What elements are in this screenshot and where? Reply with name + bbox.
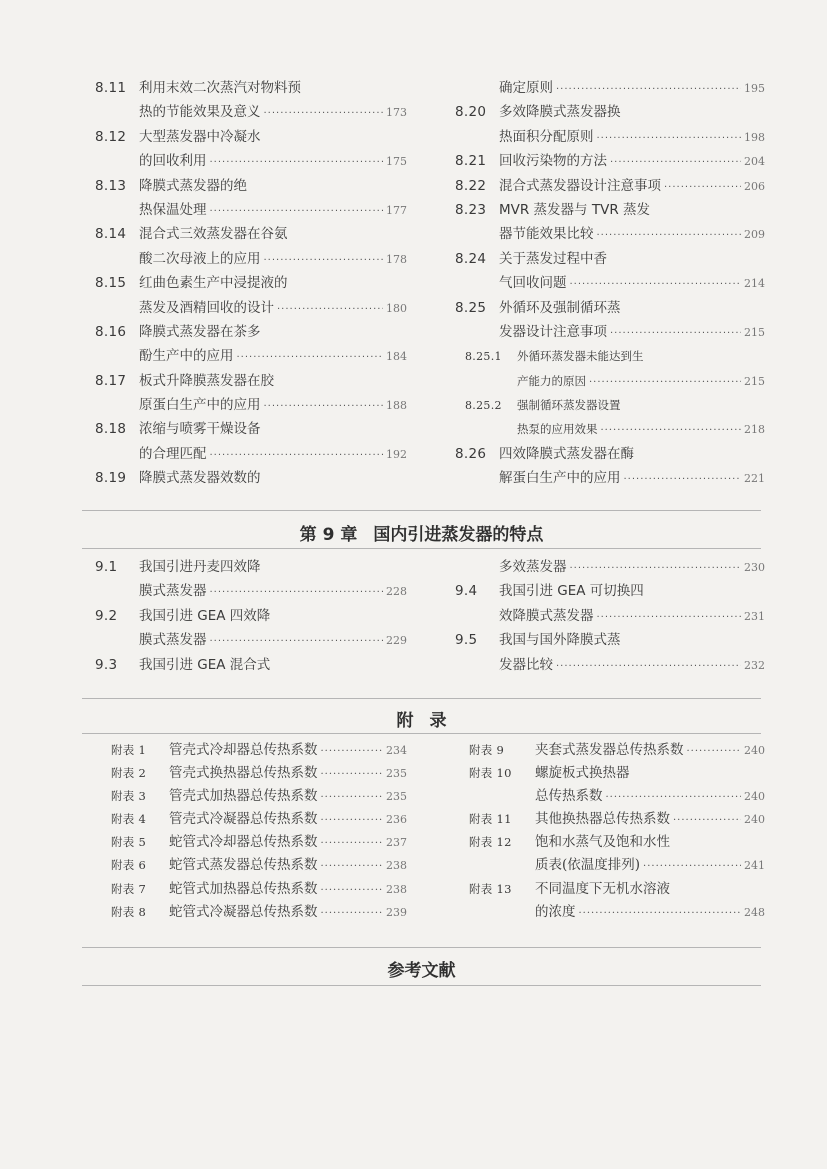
chapter-9-right-column bbox=[455, 555, 765, 677]
toc-entry-title: 产能力的原因 bbox=[517, 373, 586, 388]
toc-entry-line bbox=[455, 555, 765, 579]
toc-entry-page: 218 bbox=[744, 423, 765, 437]
toc-entry-title: 的合理匹配 bbox=[139, 445, 207, 462]
toc-entry-line bbox=[95, 198, 407, 222]
toc-entry[interactable] bbox=[455, 296, 765, 345]
toc-entry-number: 9.1 bbox=[95, 559, 118, 575]
toc-entry-number: 8.25.1 bbox=[465, 350, 502, 364]
toc-entry-title: 螺旋板式换热器 bbox=[535, 765, 630, 782]
toc-entry-line bbox=[469, 761, 765, 784]
toc-entry-number: 8.23 bbox=[455, 201, 487, 218]
toc-entry-title: 我国引进丹麦四效降 bbox=[139, 559, 261, 575]
toc-entry-page: 235 bbox=[386, 767, 407, 781]
toc-entry-line bbox=[455, 125, 765, 149]
dot-leader bbox=[589, 371, 741, 395]
dot-leader bbox=[321, 740, 384, 764]
toc-entry-page: 235 bbox=[386, 790, 407, 804]
dot-leader bbox=[570, 557, 742, 581]
dot-leader bbox=[321, 809, 384, 833]
toc-entry-line bbox=[95, 296, 407, 320]
toc-entry-line bbox=[455, 579, 765, 603]
toc-entry-line bbox=[455, 466, 765, 490]
toc-entry-page: 234 bbox=[386, 744, 407, 757]
toc-entry-line bbox=[455, 198, 765, 222]
toc-entry-title: 浓缩与喷雾干燥设备 bbox=[139, 421, 261, 438]
dot-leader bbox=[597, 606, 742, 630]
toc-entry-number: 9.2 bbox=[95, 607, 118, 624]
toc-entry-page: 209 bbox=[744, 228, 765, 242]
dot-leader bbox=[687, 740, 742, 764]
toc-entry-number: 附表 10 bbox=[469, 766, 512, 781]
toc-entry-line bbox=[95, 222, 407, 246]
toc-entry-page: 188 bbox=[386, 399, 407, 413]
toc-entry-page: 221 bbox=[744, 472, 765, 486]
toc-entry-number: 附表 5 bbox=[111, 835, 147, 850]
toc-entry-line bbox=[111, 807, 407, 830]
toc-entry-title: 热面积分配原则 bbox=[499, 128, 594, 145]
toc-entry[interactable] bbox=[95, 320, 407, 369]
toc-entry-number: 8.22 bbox=[455, 177, 487, 194]
chapter-9-heading[interactable] bbox=[82, 520, 761, 545]
dot-leader bbox=[597, 127, 742, 151]
section-divider bbox=[82, 947, 761, 948]
toc-entry-page: 192 bbox=[386, 447, 407, 461]
toc-entry-title: 降膜式蒸发器的绝 bbox=[139, 177, 247, 194]
toc-entry-title: 混合式蒸发器设计注意事项 bbox=[499, 177, 661, 194]
toc-entry-number: 8.21 bbox=[455, 153, 487, 170]
toc-entry-number: 8.26 bbox=[455, 445, 487, 462]
toc-entry-number: 附表 6 bbox=[111, 858, 147, 873]
toc-entry[interactable] bbox=[95, 555, 407, 604]
toc-entry-title: 我国引进 GEA 混合式 bbox=[139, 656, 271, 673]
toc-entry[interactable] bbox=[111, 877, 407, 900]
toc-entry-page: 206 bbox=[744, 179, 765, 193]
dot-leader bbox=[673, 809, 741, 833]
toc-entry[interactable] bbox=[455, 442, 765, 491]
toc-entry-page: 232 bbox=[744, 658, 765, 672]
toc-entry-page: 231 bbox=[744, 609, 765, 623]
dot-leader bbox=[556, 78, 741, 102]
toc-entry-title: 降膜式蒸发器效数的 bbox=[139, 470, 261, 487]
toc-entry-page: 230 bbox=[744, 561, 765, 574]
toc-entry-number: 9.3 bbox=[95, 656, 118, 673]
appendix-title-char-2: 录 bbox=[429, 711, 447, 731]
chapter-9-title: 国内引进蒸发器的特点 bbox=[373, 525, 544, 545]
toc-entry[interactable] bbox=[95, 653, 407, 677]
toc-entry-line bbox=[95, 579, 407, 603]
toc-entry-page: 236 bbox=[386, 813, 407, 827]
appendix-right-column bbox=[469, 738, 765, 923]
references-heading[interactable] bbox=[82, 956, 761, 981]
toc-entry-title: 酚生产中的应用 bbox=[139, 348, 234, 365]
toc-entry-line bbox=[469, 784, 765, 807]
toc-entry-line bbox=[95, 125, 407, 149]
chapter-9-label: 第 9 章 bbox=[299, 525, 358, 545]
section-divider bbox=[82, 985, 761, 986]
toc-entry-number: 9.4 bbox=[455, 583, 478, 600]
toc-entry-line bbox=[95, 174, 407, 198]
toc-entry-line bbox=[469, 830, 765, 853]
toc-entry-line bbox=[455, 320, 765, 344]
toc-entry-page: 215 bbox=[744, 325, 765, 339]
toc-entry-title: 解蛋白生产中的应用 bbox=[499, 470, 621, 487]
toc-entry[interactable] bbox=[111, 784, 407, 807]
dot-leader bbox=[321, 879, 384, 903]
toc-entry-number: 附表 2 bbox=[111, 766, 147, 781]
toc-entry[interactable] bbox=[469, 877, 765, 923]
toc-entry-line bbox=[455, 369, 765, 393]
toc-entry-page: 240 bbox=[744, 790, 765, 804]
toc-entry-title: 板式升降膜蒸发器在胶 bbox=[139, 372, 274, 389]
dot-leader bbox=[264, 249, 384, 273]
toc-entry-number: 附表 3 bbox=[111, 789, 147, 804]
appendix-title-char-1: 附 bbox=[396, 711, 414, 731]
toc-entry-line bbox=[455, 628, 765, 652]
toc-entry-line bbox=[455, 149, 765, 173]
toc-entry-line bbox=[469, 853, 765, 876]
dot-leader bbox=[664, 176, 741, 200]
toc-entry-title: 膜式蒸发器 bbox=[139, 632, 207, 649]
toc-entry-page: 173 bbox=[386, 106, 407, 120]
toc-entry-page: 228 bbox=[386, 585, 407, 599]
toc-entry-title: 降膜式蒸发器在茶多 bbox=[139, 323, 261, 340]
toc-entry-title: 原蛋白生产中的应用 bbox=[139, 397, 261, 414]
toc-entry-title: 管壳式换热器总传热系数 bbox=[169, 765, 318, 782]
toc-entry[interactable] bbox=[111, 738, 407, 761]
toc-entry-line bbox=[95, 604, 407, 628]
toc-entry-line bbox=[111, 830, 407, 853]
toc-entry-line bbox=[455, 247, 765, 271]
toc-entry-title: 蛇管式冷凝器总传热系数 bbox=[169, 903, 318, 920]
toc-entry-page: 214 bbox=[744, 277, 765, 291]
toc-entry-line bbox=[95, 369, 407, 393]
toc-entry[interactable] bbox=[95, 417, 407, 466]
toc-entry-page: 240 bbox=[744, 744, 765, 757]
toc-entry-title: 夹套式蒸发器总传热系数 bbox=[535, 742, 684, 758]
toc-entry-number: 附表 4 bbox=[111, 812, 147, 827]
toc-entry-line bbox=[95, 271, 407, 295]
toc-entry-line bbox=[95, 442, 407, 466]
toc-entry[interactable] bbox=[455, 555, 765, 579]
toc-entry-number: 附表 9 bbox=[469, 743, 505, 757]
toc-entry[interactable] bbox=[455, 149, 765, 173]
toc-entry-line bbox=[455, 76, 765, 100]
toc-entry[interactable] bbox=[95, 76, 407, 125]
toc-entry[interactable] bbox=[111, 900, 407, 923]
appendix-heading[interactable] bbox=[82, 706, 761, 731]
toc-entry-line bbox=[95, 76, 407, 100]
toc-entry-line bbox=[469, 738, 765, 761]
toc-entry-page: 215 bbox=[744, 374, 765, 388]
toc-entry-line bbox=[469, 877, 765, 900]
dot-leader bbox=[264, 395, 384, 419]
toc-entry-number: 8.16 bbox=[95, 323, 127, 340]
toc-entry[interactable] bbox=[95, 271, 407, 320]
toc-entry-line bbox=[95, 555, 407, 579]
dot-leader bbox=[321, 902, 384, 926]
toc-entry[interactable] bbox=[455, 579, 765, 628]
toc-entry-number: 8.18 bbox=[95, 421, 127, 438]
references-title: 参考文献 bbox=[387, 961, 456, 981]
toc-entry[interactable] bbox=[469, 738, 765, 761]
dot-leader bbox=[624, 468, 742, 492]
section-divider bbox=[82, 698, 761, 699]
toc-entry-page: 204 bbox=[744, 155, 765, 169]
toc-entry-title: 回收污染物的方法 bbox=[499, 153, 607, 170]
toc-entry-page: 239 bbox=[386, 905, 407, 919]
dot-leader bbox=[321, 855, 384, 879]
toc-entry-line bbox=[455, 604, 765, 628]
toc-entry-line bbox=[111, 877, 407, 900]
toc-entry-number: 附表 1 bbox=[111, 743, 147, 757]
dot-leader bbox=[321, 832, 384, 856]
toc-entry-title: 饱和水蒸气及饱和水性 bbox=[535, 834, 670, 851]
toc-entry-page: 195 bbox=[744, 82, 765, 95]
toc-entry-number: 附表 11 bbox=[469, 812, 512, 827]
toc-entry-line bbox=[95, 149, 407, 173]
dot-leader bbox=[321, 763, 384, 787]
dot-leader bbox=[210, 200, 384, 224]
toc-entry-title: 强制循环蒸发器设置 bbox=[517, 398, 621, 413]
toc-entry-title: MVR 蒸发器与 TVR 蒸发 bbox=[499, 201, 650, 218]
toc-entry-title: 蛇管式蒸发器总传热系数 bbox=[169, 857, 318, 874]
toc-entry-page: 229 bbox=[386, 634, 407, 648]
toc-entry-line bbox=[455, 393, 765, 417]
toc-entry-page: 238 bbox=[386, 859, 407, 873]
toc-entry-line bbox=[95, 320, 407, 344]
toc-entry-title: 热的节能效果及意义 bbox=[139, 104, 261, 121]
toc-entry-line bbox=[95, 344, 407, 368]
toc-entry[interactable] bbox=[95, 604, 407, 653]
dot-leader bbox=[210, 151, 384, 175]
toc-entry-title: 混合式三效蒸发器在谷氨 bbox=[139, 226, 288, 243]
toc-entry[interactable] bbox=[95, 174, 407, 223]
toc-entry-line bbox=[469, 807, 765, 830]
toc-entry[interactable] bbox=[455, 344, 765, 393]
toc-entry[interactable] bbox=[455, 100, 765, 149]
toc-entry-line bbox=[95, 393, 407, 417]
dot-leader bbox=[579, 902, 742, 926]
toc-entry[interactable] bbox=[455, 76, 765, 100]
toc-entry[interactable] bbox=[469, 807, 765, 830]
dot-leader bbox=[210, 630, 384, 654]
dot-leader bbox=[610, 151, 741, 175]
toc-entry-title: 蛇管式加热器总传热系数 bbox=[169, 880, 318, 897]
toc-entry-title: 管壳式冷凝器总传热系数 bbox=[169, 811, 318, 828]
toc-entry-number: 8.11 bbox=[95, 80, 127, 96]
toc-entry-line bbox=[111, 900, 407, 923]
toc-entry-line bbox=[111, 761, 407, 784]
toc-entry[interactable] bbox=[95, 125, 407, 174]
toc-entry-line bbox=[455, 271, 765, 295]
toc-entry-title: 外循环蒸发器未能达到生 bbox=[517, 349, 644, 364]
toc-entry-number: 8.13 bbox=[95, 177, 127, 194]
toc-entry[interactable] bbox=[95, 222, 407, 271]
toc-entry-line bbox=[455, 296, 765, 320]
toc-entry-title: 蒸发及酒精回收的设计 bbox=[139, 299, 274, 316]
toc-entry-number: 8.25 bbox=[455, 299, 487, 316]
toc-entry-title: 外循环及强制循环蒸 bbox=[499, 299, 621, 316]
toc-entry-page: 180 bbox=[386, 301, 407, 315]
toc-entry-title: 效降膜式蒸发器 bbox=[499, 607, 594, 624]
appendix-left-column bbox=[111, 738, 407, 923]
toc-entry-page: 238 bbox=[386, 882, 407, 896]
toc-entry-line bbox=[455, 222, 765, 246]
section-divider bbox=[82, 548, 761, 549]
toc-entry-title: 热泵的应用效果 bbox=[517, 422, 598, 437]
dot-leader bbox=[264, 102, 384, 126]
toc-entry-number: 9.5 bbox=[455, 632, 478, 649]
toc-entry-title: 确定原则 bbox=[499, 80, 553, 96]
toc-entry-line bbox=[95, 100, 407, 124]
toc-entry-title: 器节能效果比较 bbox=[499, 226, 594, 243]
section-divider bbox=[82, 510, 761, 511]
toc-entry-line bbox=[95, 417, 407, 441]
dot-leader bbox=[570, 273, 742, 297]
dot-leader bbox=[597, 224, 742, 248]
toc-entry-title: 发器设计注意事项 bbox=[499, 323, 607, 340]
toc-entry-number: 8.12 bbox=[95, 128, 127, 145]
toc-entry-line bbox=[455, 344, 765, 368]
toc-entry-title: 气回收问题 bbox=[499, 275, 567, 292]
toc-entry-line bbox=[111, 784, 407, 807]
toc-entry-number: 附表 8 bbox=[111, 904, 147, 919]
toc-entry-number: 8.24 bbox=[455, 250, 487, 267]
toc-entry-line bbox=[455, 100, 765, 124]
toc-entry-number: 8.25.2 bbox=[465, 399, 502, 413]
toc-entry-title: 四效降膜式蒸发器在酶 bbox=[499, 445, 634, 462]
toc-entry-line bbox=[455, 442, 765, 466]
toc-entry[interactable] bbox=[111, 807, 407, 830]
toc-entry-number: 8.19 bbox=[95, 470, 127, 487]
dot-leader bbox=[210, 581, 384, 605]
toc-entry-line bbox=[95, 466, 407, 490]
toc-entry-title: 蛇管式冷却器总传热系数 bbox=[169, 834, 318, 851]
toc-entry-page: 248 bbox=[744, 905, 765, 919]
toc-entry-line bbox=[455, 653, 765, 677]
chapter-8-right-column bbox=[455, 76, 765, 491]
toc-entry-title: 关于蒸发过程中香 bbox=[499, 250, 607, 267]
toc-entry[interactable] bbox=[111, 830, 407, 853]
toc-entry-page: 175 bbox=[386, 155, 407, 169]
toc-entry-title: 总传热系数 bbox=[535, 788, 603, 805]
dot-leader bbox=[237, 346, 384, 370]
toc-entry-title: 大型蒸发器中冷凝水 bbox=[139, 128, 261, 145]
toc-entry-title: 的回收利用 bbox=[139, 153, 207, 170]
toc-entry-page: 177 bbox=[386, 203, 407, 217]
toc-entry-title: 不同温度下无机水溶液 bbox=[535, 880, 670, 897]
toc-entry-line bbox=[95, 653, 407, 677]
toc-entry-page: 198 bbox=[744, 130, 765, 144]
toc-entry-line bbox=[455, 417, 765, 441]
toc-entry-line bbox=[111, 738, 407, 761]
dot-leader bbox=[321, 786, 384, 810]
toc-entry-title: 管壳式加热器总传热系数 bbox=[169, 788, 318, 805]
toc-entry-line bbox=[455, 174, 765, 198]
toc-entry-title: 质表(依温度排列) bbox=[535, 857, 641, 874]
toc-entry-line bbox=[111, 853, 407, 876]
toc-entry-page: 240 bbox=[744, 813, 765, 827]
toc-entry-page: 184 bbox=[386, 350, 407, 364]
dot-leader bbox=[277, 298, 383, 322]
dot-leader bbox=[210, 444, 384, 468]
dot-leader bbox=[610, 322, 741, 346]
toc-entry-title: 热保温处理 bbox=[139, 201, 207, 218]
toc-entry-title: 多效降膜式蒸发器换 bbox=[499, 104, 621, 121]
toc-entry-number: 8.14 bbox=[95, 226, 127, 243]
toc-entry[interactable] bbox=[111, 853, 407, 876]
dot-leader bbox=[601, 419, 742, 443]
toc-entry-line bbox=[95, 628, 407, 652]
toc-entry-title: 利用末效二次蒸汽对物料预 bbox=[139, 80, 301, 96]
toc-entry-title: 酸二次母液上的应用 bbox=[139, 250, 261, 267]
toc-entry-number: 8.20 bbox=[455, 104, 487, 121]
toc-entry-number: 附表 13 bbox=[469, 881, 512, 896]
toc-entry[interactable] bbox=[469, 830, 765, 876]
toc-entry-page: 237 bbox=[386, 836, 407, 850]
toc-entry-title: 膜式蒸发器 bbox=[139, 583, 207, 600]
toc-entry-line bbox=[95, 247, 407, 271]
toc-entry-title: 其他换热器总传热系数 bbox=[535, 811, 670, 828]
chapter-9-left-column bbox=[95, 555, 407, 677]
toc-entry-title: 我国引进 GEA 可切换四 bbox=[499, 583, 644, 600]
chapter-8-left-column bbox=[95, 76, 407, 491]
toc-entry[interactable] bbox=[455, 198, 765, 247]
toc-entry[interactable] bbox=[455, 174, 765, 198]
toc-entry[interactable] bbox=[455, 393, 765, 442]
toc-entry[interactable] bbox=[95, 369, 407, 418]
toc-entry-number: 8.15 bbox=[95, 275, 127, 292]
toc-entry[interactable] bbox=[95, 466, 407, 490]
toc-entry-title: 多效蒸发器 bbox=[499, 559, 567, 575]
toc-entry[interactable] bbox=[455, 628, 765, 677]
section-divider bbox=[82, 733, 761, 734]
toc-entry-title: 的浓度 bbox=[535, 903, 576, 920]
toc-entry-number: 附表 7 bbox=[111, 881, 147, 896]
toc-entry-title: 管壳式冷却器总传热系数 bbox=[169, 742, 318, 758]
toc-entry[interactable] bbox=[469, 761, 765, 807]
toc-entry-title: 我国引进 GEA 四效降 bbox=[139, 607, 271, 624]
toc-entry[interactable] bbox=[111, 761, 407, 784]
toc-entry[interactable] bbox=[455, 247, 765, 296]
dot-leader bbox=[556, 655, 741, 679]
toc-entry-page: 241 bbox=[744, 859, 765, 873]
toc-entry-number: 附表 12 bbox=[469, 835, 512, 850]
toc-entry-title: 红曲色素生产中浸提液的 bbox=[139, 275, 288, 292]
toc-entry-number: 8.17 bbox=[95, 372, 127, 389]
toc-entry-title: 发器比较 bbox=[499, 656, 553, 673]
toc-entry-line bbox=[469, 900, 765, 923]
toc-entry-title: 我国与国外降膜式蒸 bbox=[499, 632, 621, 649]
toc-entry-page: 178 bbox=[386, 252, 407, 266]
